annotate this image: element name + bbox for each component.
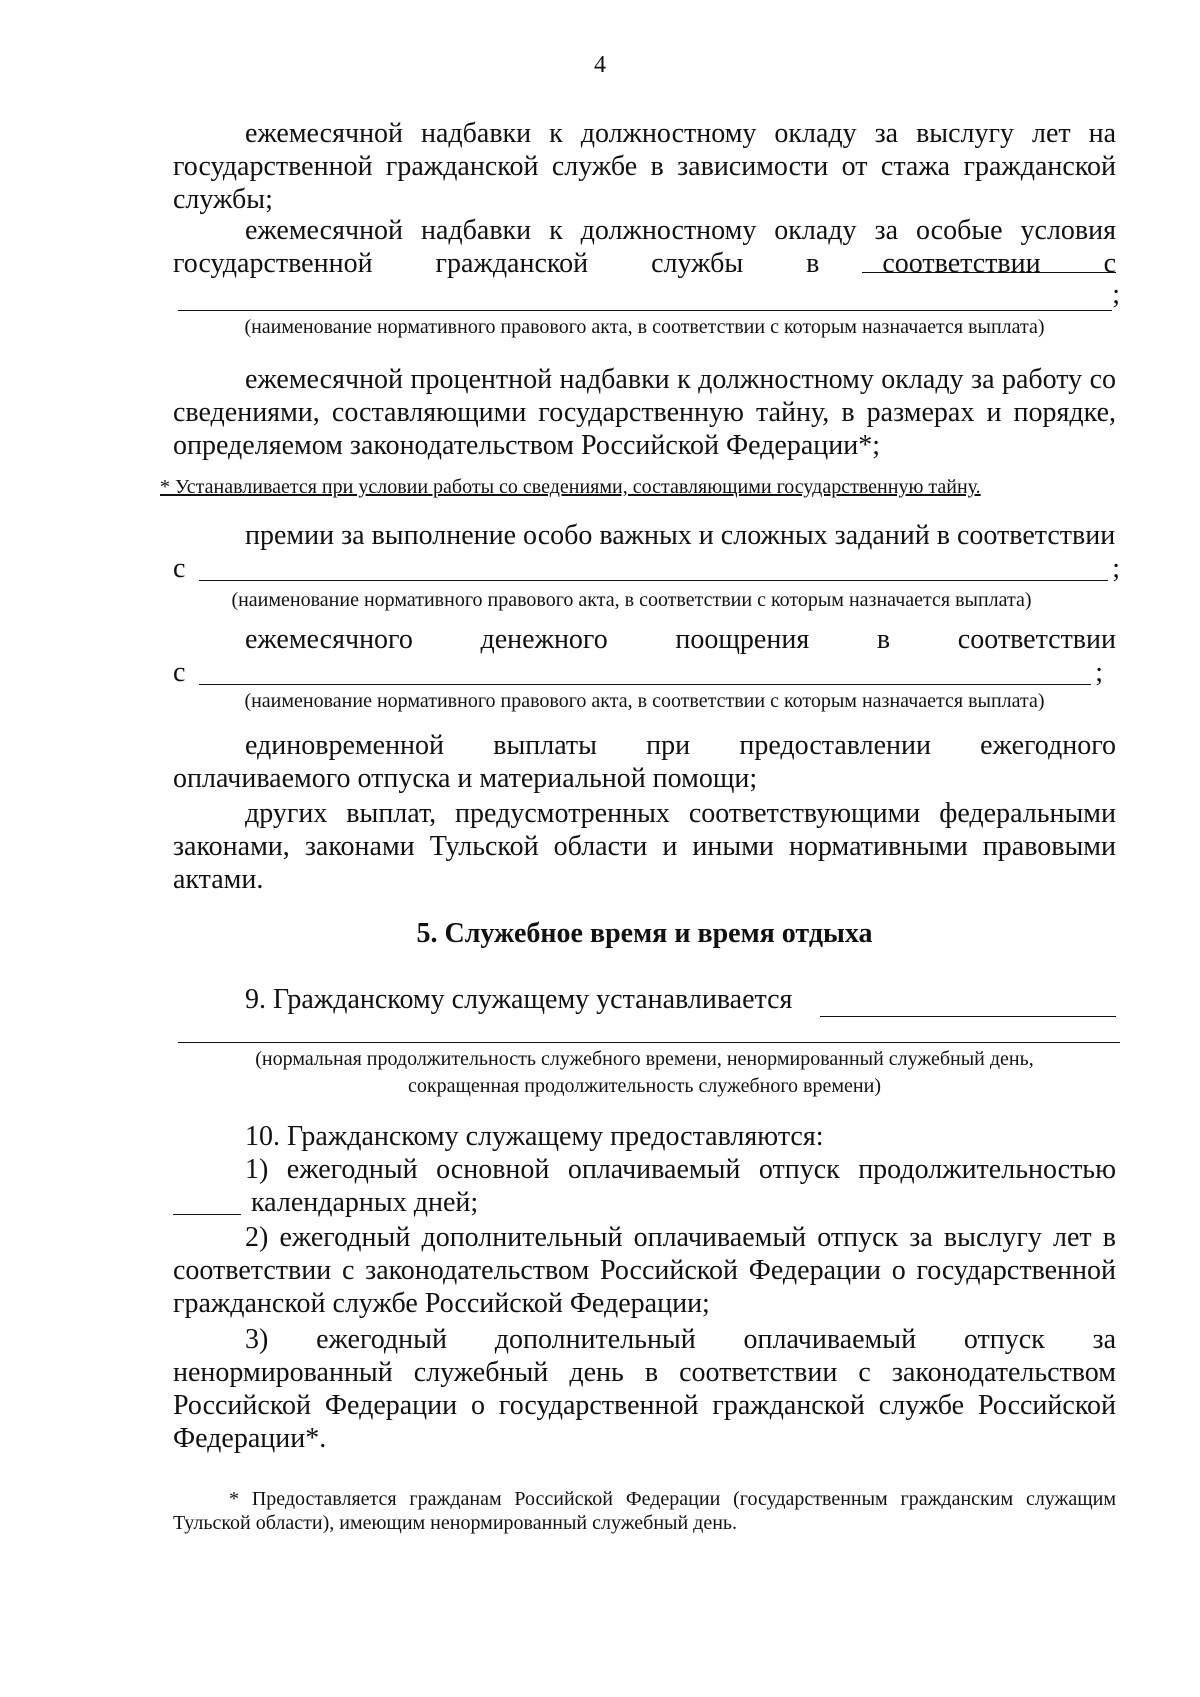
paragraph-seniority-leave: 2) ежегодный дополнительный оплачиваемый отпуск за выслугу лет в соответствии с законодательством Российской Федерации о государственной гражданской службе Российской Федерации; — [173, 1222, 1116, 1319]
footnote-state-secret: * Устанавливается при условии работы со сведениями, составляющими государственную тайну. — [160, 476, 981, 498]
paragraph-monetary-incentive: ежемесячного денежного поощрения в соответствии — [245, 624, 1116, 655]
annual-leave-days-line — [173, 1186, 1116, 1219]
paragraph-seniority-allowance: ежемесячной надбавки к должностному окладу за выслугу лет на государственной гражданской службе в зависимости от стажа гражданской службы; — [173, 118, 1116, 215]
act-name-line-1 — [178, 278, 1120, 311]
preposition-c: с — [173, 553, 186, 584]
semicolon: ; — [1095, 657, 1103, 688]
working-time-blank-a[interactable] — [820, 990, 1116, 1017]
paragraph-special-conditions-text: ежемесячной надбавки к должностному окладу за особые условия государственной гражданской службы в соответствии с — [173, 215, 1116, 279]
paragraph-annual-leave: 1) ежегодный основной оплачиваемый отпуск продолжительностью — [245, 1154, 1116, 1185]
paragraph-working-time: 9. Гражданскому служащему устанавливается — [245, 984, 793, 1015]
paragraph-bonus: премии за выполнение особо важных и сложных заданий в соответствии — [245, 520, 1116, 551]
act-name-blank-1a[interactable] — [862, 246, 1116, 273]
act-name-line-3 — [173, 656, 1103, 689]
act-name-blank-2[interactable] — [199, 554, 1108, 581]
paragraph-lump-sum-payment: единовременной выплаты при предоставлении ежегодного оплачиваемого отпуска и материальной помощи; — [173, 730, 1116, 794]
working-time-blank-b[interactable] — [178, 1042, 1120, 1043]
act-name-blank-1b[interactable] — [178, 284, 1112, 311]
paragraph-state-secret-allowance: ежемесячной процентной надбавки к должностному окладу за работу со сведениями, составляющими государственную тайну, в размерах и порядке, определяемом законодательством Российской Федерации*; — [173, 364, 1116, 461]
footnote-irregular-day: * Предоставляется гражданам Российской Федерации (государственным гражданским служащим Тульской области), имеющим ненормированный служебный день. — [173, 1488, 1116, 1534]
paragraph-other-payments: других выплат, предусмотренных соответствующими федеральными законами, законами Тульской области и иными нормативными правовыми актами. — [173, 798, 1116, 895]
act-name-blank-3[interactable] — [199, 658, 1091, 685]
leave-days-blank[interactable] — [173, 1188, 241, 1215]
caption-act-name-1: (наименование нормативного правового акта, в соответствии с которым назначается выплата) — [244, 316, 1045, 338]
paragraph-leave-heading: 10. Гражданскому служащему предоставляются: — [245, 1121, 824, 1152]
caption-act-name-2: (наименование нормативного правового акта, в соответствии с которым назначается выплата) — [231, 589, 1032, 611]
caption-working-time-1: (нормальная продолжительность служебного времени, ненормированный служебный день, — [255, 1048, 1034, 1070]
preposition-c: с — [173, 657, 186, 688]
leave-days-label: календарных дней; — [251, 1187, 479, 1218]
semicolon: ; — [1112, 279, 1120, 310]
section-heading: 5. Служебное время и время отдыха — [416, 918, 873, 949]
caption-working-time-2: сокращенная продолжительность служебного времени) — [408, 1075, 881, 1097]
paragraph-irregular-day-leave: 3) ежегодный дополнительный оплачиваемый отпуск за ненормированный служебный день в соответствии с законодательством Российской Федерации о государственной гражданской службе Российской Федерации*. — [173, 1324, 1116, 1454]
act-name-line-2 — [173, 552, 1120, 585]
page-number: 4 — [594, 52, 606, 78]
caption-act-name-3: (наименование нормативного правового акта, в соответствии с которым назначается выплата) — [244, 690, 1045, 712]
semicolon: ; — [1112, 553, 1120, 584]
